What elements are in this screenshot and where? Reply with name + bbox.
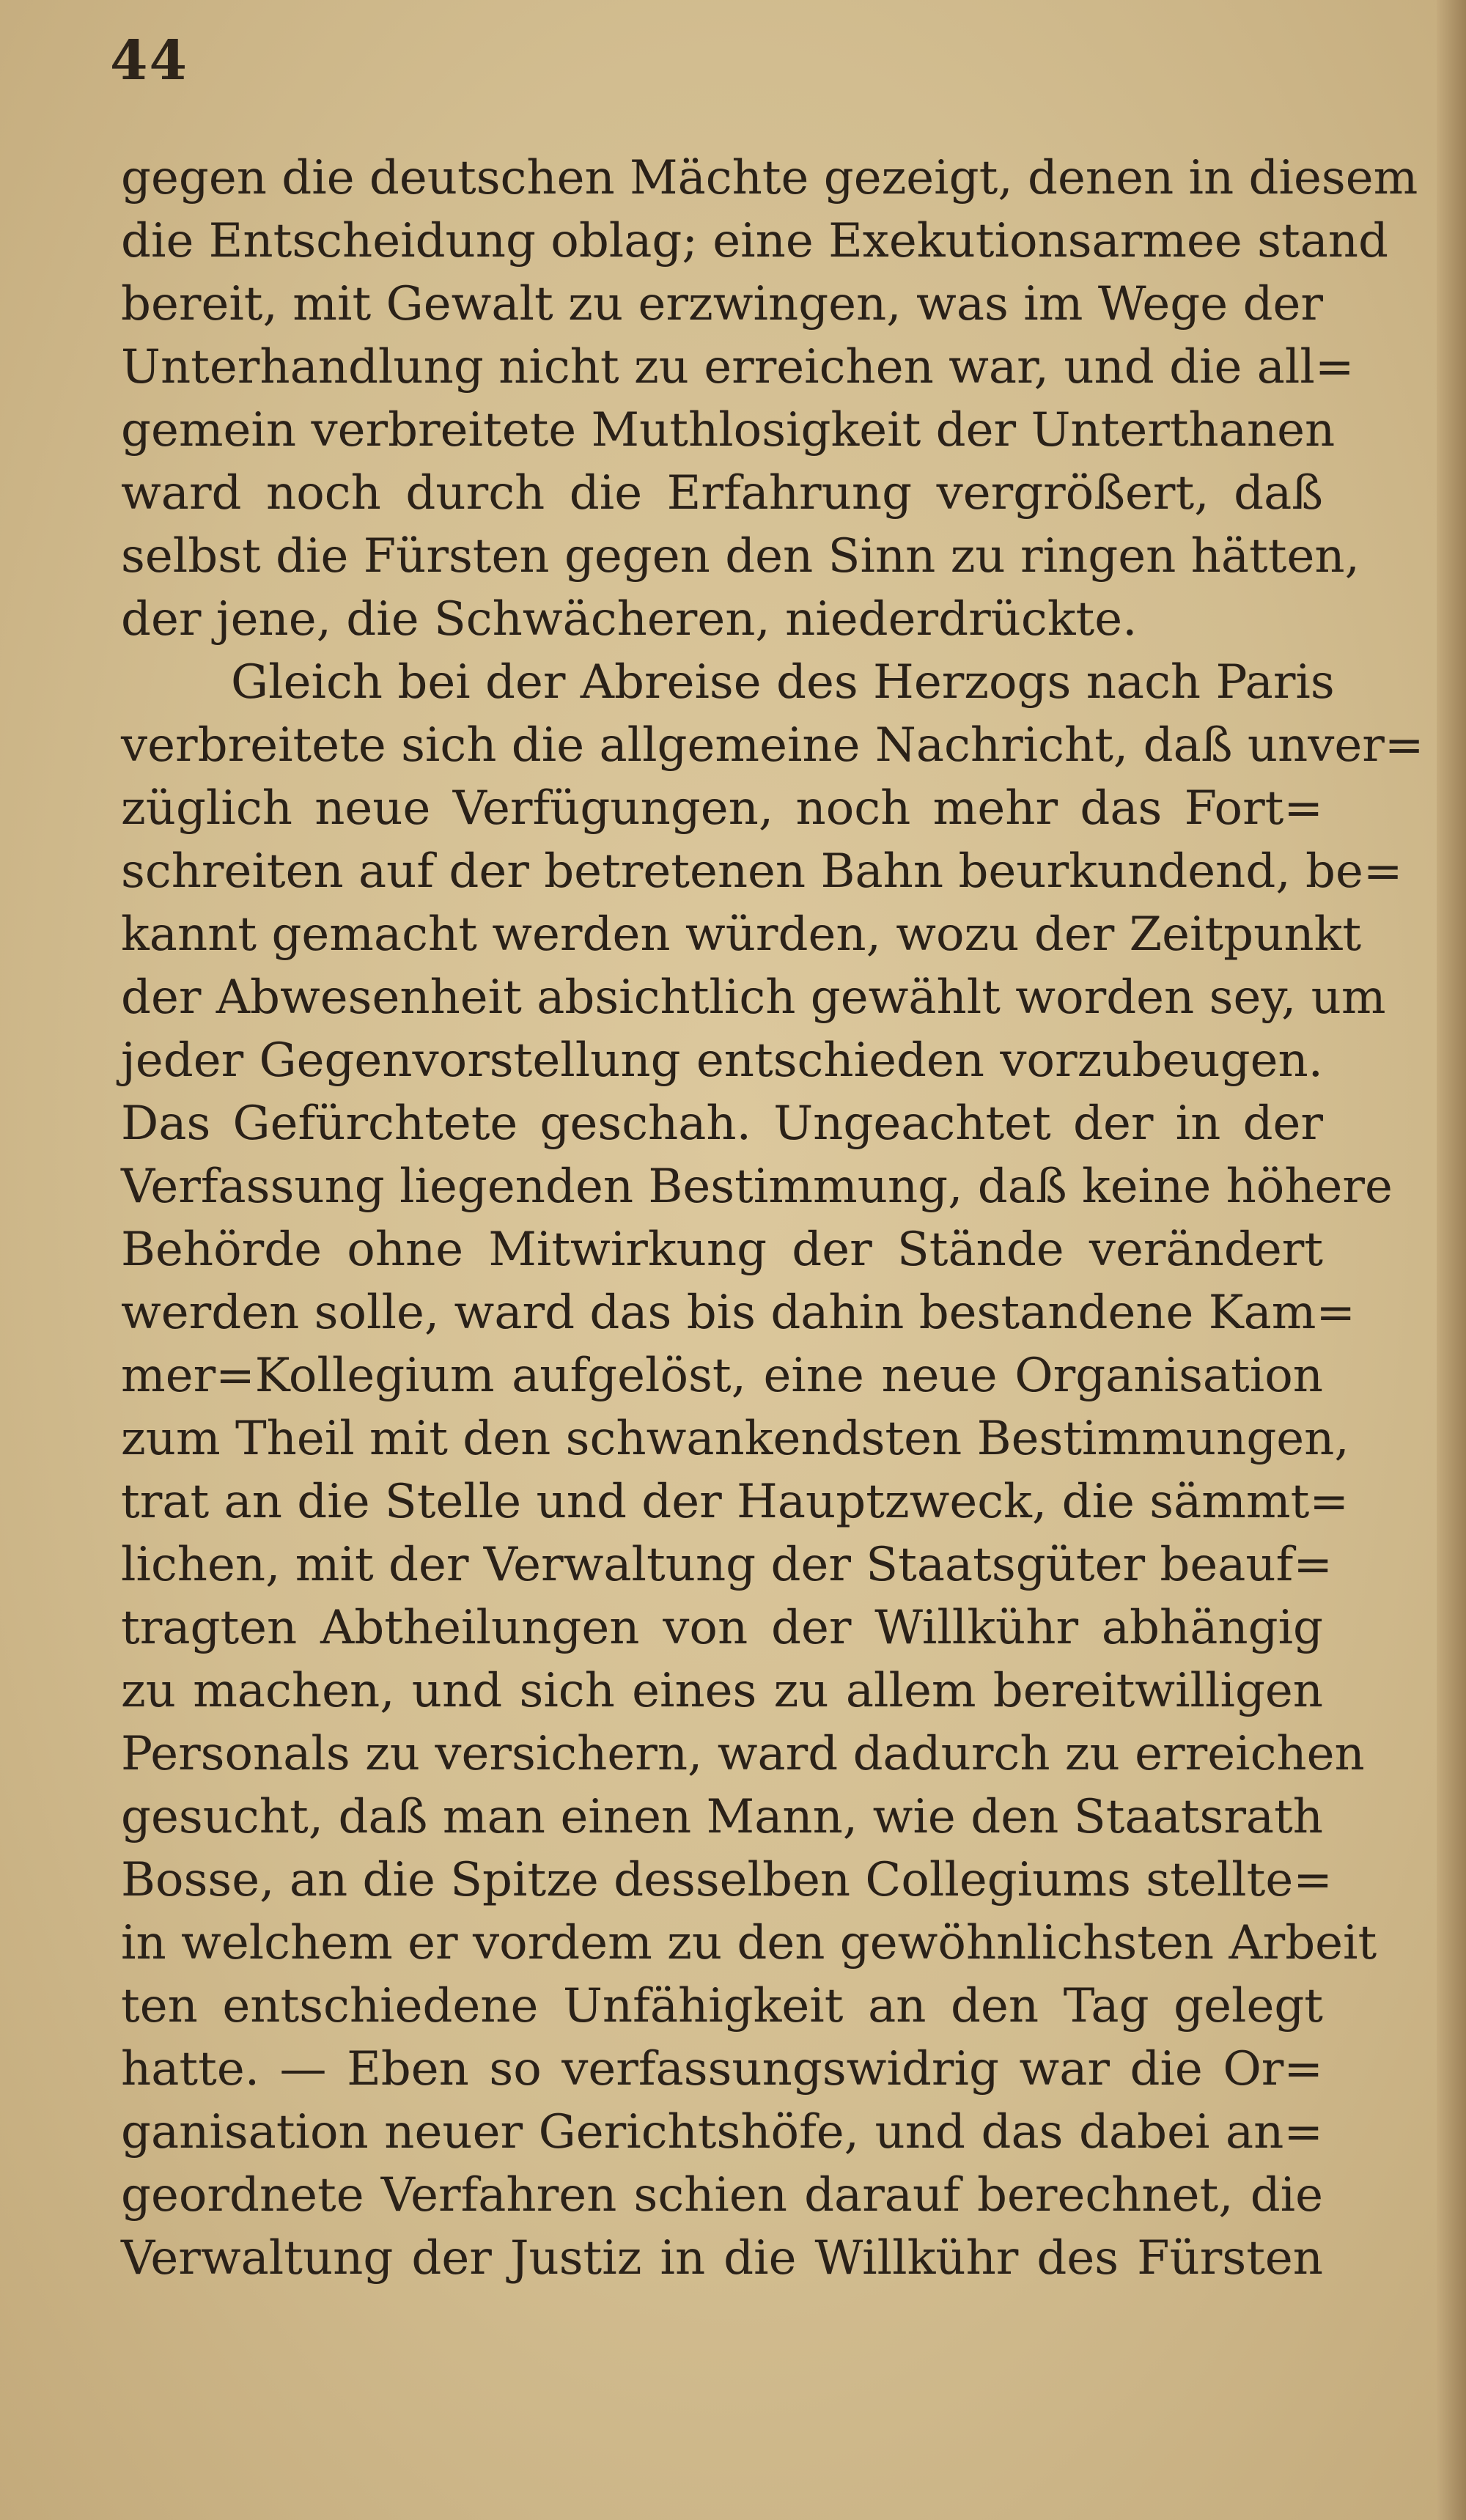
text-line: zum Theil mit den schwankendsten Bestimmungen,: [121, 1412, 1349, 1466]
paragraph-start-line: Gleich bei der Abreise des Herzogs nach Paris: [231, 655, 1335, 710]
text-line: in welchem er vordem zu den gewöhnlichsten Arbeit: [121, 1916, 1377, 1970]
page-number: 44: [110, 29, 188, 92]
text-line: ganisation neuer Gerichtshöfe, und das dabei an=: [121, 2105, 1323, 2159]
text-line: die Entscheidung oblag; eine Exekutionsarmee stand: [121, 214, 1388, 268]
text-line: bereit, mit Gewalt zu erzwingen, was im Wege der: [121, 277, 1323, 331]
text-line: kannt gemacht werden würden, wozu der Zeitpunkt: [121, 907, 1362, 962]
text-line: trat an die Stelle und der Hauptzweck, die sämmt=: [121, 1475, 1349, 1529]
text-line: zu machen, und sich eines zu allem bereitwilligen: [121, 1664, 1323, 1718]
body-text: [121, 147, 1424, 2290]
text-line: selbst die Fürsten gegen den Sinn zu ringen hätten,: [121, 529, 1360, 583]
text-line: Unterhandlung nicht zu erreichen war, und die all=: [121, 340, 1355, 394]
text-line: verbreitete sich die allgemeine Nachricht, daß unver=: [121, 718, 1424, 773]
text-line: der Abwesenheit absichtlich gewählt worden sey, um: [121, 970, 1386, 1025]
text-line: hatte. — Eben so verfassungswidrig war die Or=: [121, 2042, 1323, 2096]
text-line: Das Gefürchtete geschah. Ungeachtet der in der: [121, 1097, 1323, 1151]
text-line: Verfassung liegenden Bestimmung, daß keine höhere: [121, 1160, 1393, 1214]
paragraph-end-line: der jene, die Schwächeren, niederdrückte.: [121, 592, 1138, 646]
text-line: werden solle, ward das bis dahin bestandene Kam=: [121, 1286, 1356, 1340]
text-line: gemein verbreitete Muthlosigkeit der Unterthanen: [121, 403, 1336, 457]
text-line: Verwaltung der Justiz in die Willkühr des Fürsten: [121, 2231, 1323, 2285]
text-line: ten entschiedene Unfähigkeit an den Tag gelegt: [121, 1979, 1323, 2033]
text-line: tragten Abtheilungen von der Willkühr abhängig: [121, 1601, 1323, 1655]
text-line: gegen die deutschen Mächte gezeigt, denen in diesem: [121, 151, 1418, 205]
text-line: Personals zu versichern, ward dadurch zu erreichen: [121, 1727, 1365, 1781]
text-line: züglich neue Verfügungen, noch mehr das Fort=: [121, 781, 1323, 836]
text-line: ward noch durch die Erfahrung vergrößert, daß: [121, 466, 1323, 520]
text-line: schreiten auf der betretenen Bahn beurkundend, be=: [121, 844, 1403, 899]
text-line: jeder Gegenvorstellung entschieden vorzubeugen.: [121, 1034, 1323, 1088]
text-line: gesucht, daß man einen Mann, wie den Staatsrath: [121, 1790, 1323, 1844]
text-line: mer=Kollegium aufgelöst, eine neue Organisation: [121, 1349, 1323, 1403]
text-line: lichen, mit der Verwaltung der Staatsgüter beauf=: [121, 1538, 1333, 1592]
text-line: Behörde ohne Mitwirkung der Stände verändert: [121, 1223, 1323, 1277]
text-line: geordnete Verfahren schien darauf berechnet, die: [121, 2168, 1323, 2222]
text-line: Bosse, an die Spitze desselben Collegiums stellte=: [121, 1853, 1333, 1907]
page-gutter-shadow: [1437, 0, 1466, 2520]
